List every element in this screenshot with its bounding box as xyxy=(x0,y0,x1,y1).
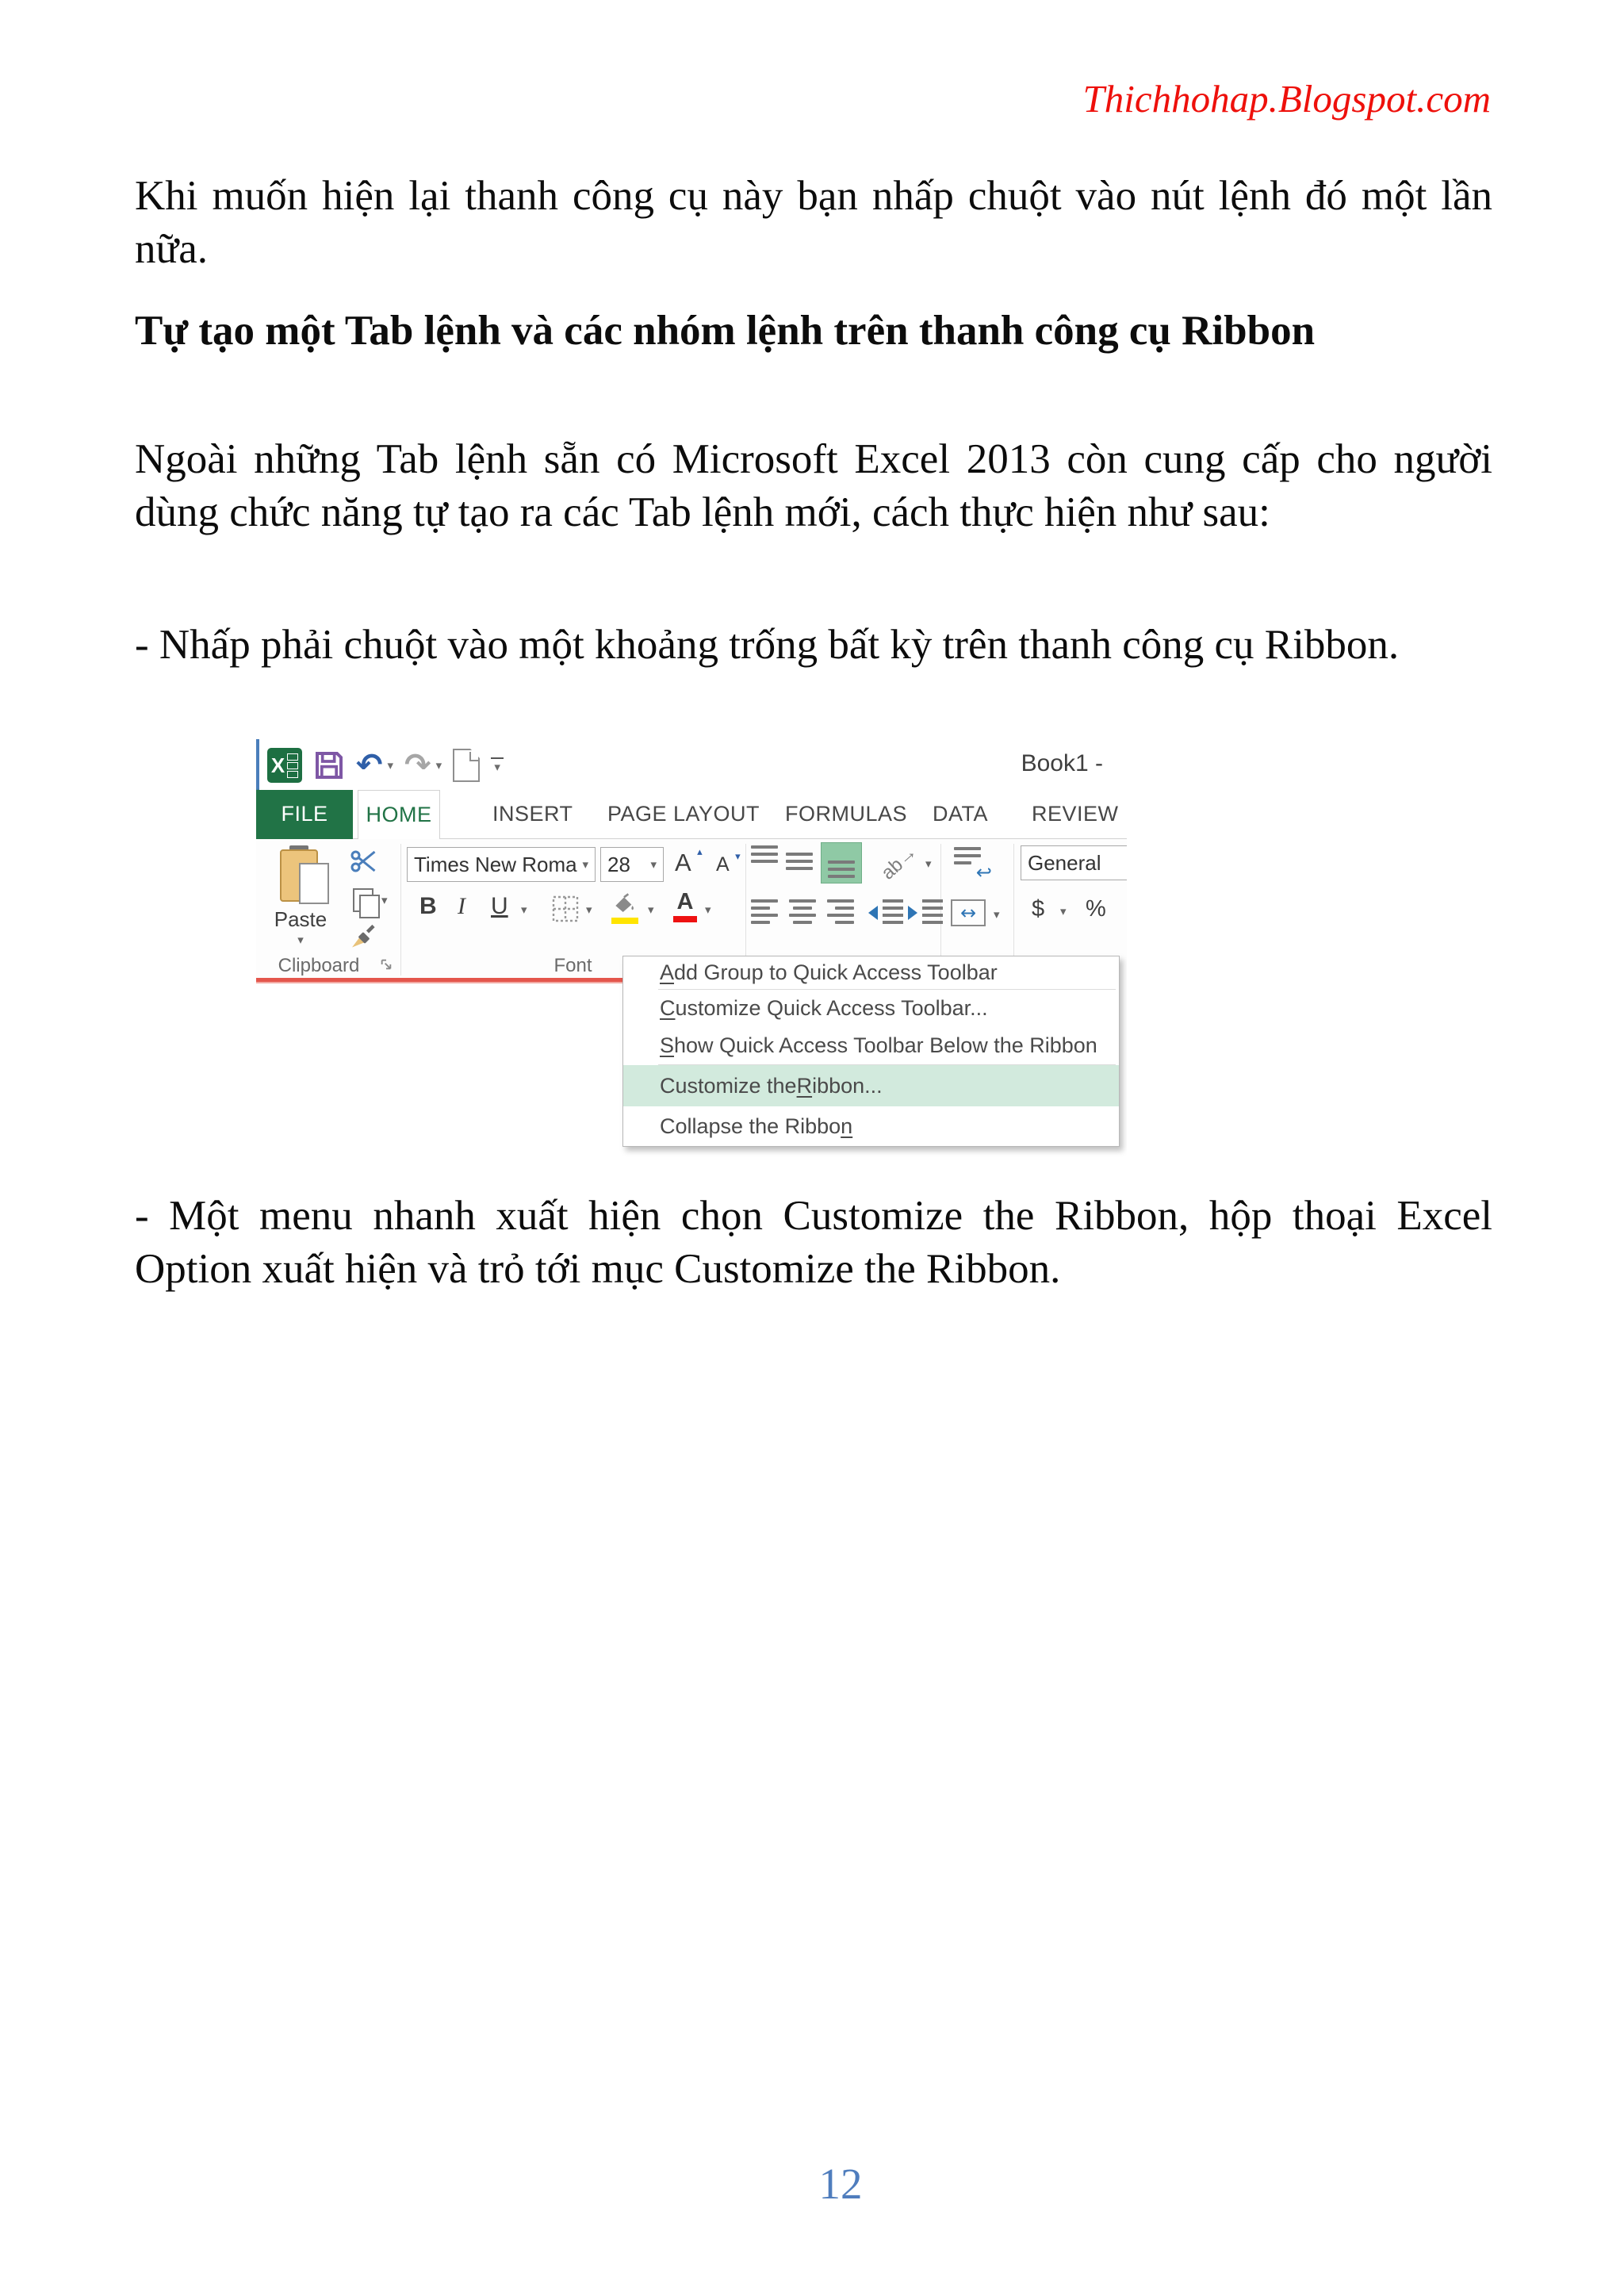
accounting-format-button[interactable]: $ xyxy=(1032,896,1045,922)
paste-button[interactable]: Paste xyxy=(274,907,327,931)
font-color-icon[interactable]: A xyxy=(673,890,697,922)
font-size-dropdown-icon[interactable]: ▾ xyxy=(650,857,657,872)
save-icon[interactable] xyxy=(313,749,345,781)
font-color-dropdown-icon[interactable]: ▾ xyxy=(705,903,711,917)
new-document-icon[interactable] xyxy=(453,749,480,782)
paste-icon[interactable] xyxy=(280,845,331,907)
ribbon-context-menu xyxy=(622,956,1120,1147)
tab-home[interactable]: HOME xyxy=(358,790,440,839)
clipboard-dialog-launcher-icon[interactable] xyxy=(380,958,393,971)
fill-color-icon[interactable] xyxy=(611,893,640,924)
borders-icon[interactable] xyxy=(551,895,580,923)
redo-icon[interactable]: ↷ xyxy=(404,747,431,784)
font-name-combo[interactable]: Times New Roma ▾ xyxy=(407,847,596,882)
orientation-dropdown-icon[interactable]: ▾ xyxy=(925,857,932,871)
ribbon-tab-bar xyxy=(256,790,1127,839)
page-number: 12 xyxy=(818,2160,863,2208)
align-left-icon[interactable] xyxy=(751,899,778,924)
paragraph-step-right-click: - Nhấp phải chuột vào một khoảng trống bất kỳ trên thanh công cụ Ribbon. xyxy=(135,622,1400,668)
undo-icon[interactable]: ↶ xyxy=(356,747,383,784)
paragraph-step-menu: - Một menu nhanh xuất hiện chọn Customize the Ribbon, hộp thoại Excel Option xuất hiện và trỏ tới mục Customize the Ribbon. xyxy=(135,1193,1492,1292)
bottom-align-selected[interactable] xyxy=(821,842,862,884)
tab-formulas[interactable]: FORMULAS xyxy=(785,802,908,826)
copy-dropdown-icon[interactable]: ▾ xyxy=(381,894,388,907)
tab-review[interactable]: REVIEW xyxy=(1032,802,1119,826)
grow-font-button[interactable]: A ▴ xyxy=(675,845,703,876)
tab-data[interactable]: DATA xyxy=(933,802,989,826)
menu-item-add-group-to-quick-access-toolbar[interactable]: A dd Group to Quick Access Toolbar xyxy=(660,960,998,984)
shrink-font-button[interactable]: A ▾ xyxy=(716,850,741,876)
undo-dropdown-icon[interactable]: ▾ xyxy=(387,759,394,772)
copy-icon[interactable] xyxy=(353,888,373,912)
fill-color-dropdown-icon[interactable]: ▾ xyxy=(648,903,654,917)
excel-screenshot xyxy=(256,738,1127,1170)
window-title: Book1 - xyxy=(1021,750,1103,776)
middle-align-icon[interactable] xyxy=(786,845,813,877)
redo-dropdown-icon[interactable]: ▾ xyxy=(435,759,442,772)
top-align-icon[interactable] xyxy=(751,845,778,877)
shrink-font-arrow-icon: ▾ xyxy=(735,850,741,862)
wrap-text-icon[interactable]: ↩ xyxy=(954,847,989,879)
excel-logo-icon[interactable]: X xyxy=(267,748,302,783)
bold-button[interactable]: B xyxy=(419,893,437,919)
font-size-combo[interactable]: 28 ▾ xyxy=(600,847,664,882)
tab-file[interactable]: FILE xyxy=(256,790,353,839)
tab-insert[interactable]: INSERT xyxy=(492,802,573,826)
orientation-icon[interactable]: ab→ xyxy=(877,841,921,884)
merge-center-icon[interactable]: ↔ xyxy=(951,899,986,926)
section-heading: Tự tạo một Tab lệnh và các nhóm lệnh trên thanh công cụ Ribbon xyxy=(135,308,1316,354)
underline-dropdown-icon[interactable]: ▾ xyxy=(521,903,527,917)
paragraph-intro: Ngoài những Tab lệnh sẵn có Microsoft Excel 2013 còn cung cấp cho người dùng chức năng tự tạo ra các Tab lệnh mới, cách thực hiện như sau: xyxy=(135,436,1492,535)
percent-format-button[interactable]: % xyxy=(1086,896,1106,922)
decrease-indent-icon[interactable] xyxy=(868,899,903,928)
paragraph-show-toolbar: Khi muốn hiện lại thanh công cụ này bạn nhấp chuột vào nút lệnh đó một lần nữa. xyxy=(135,173,1492,272)
underline-button[interactable]: U xyxy=(491,893,508,919)
menu-item-collapse-the-ribbon[interactable]: Collapse the Ribbo n xyxy=(660,1114,853,1138)
bottom-align-icon xyxy=(828,861,855,878)
merge-center-dropdown-icon[interactable]: ▾ xyxy=(994,908,1000,922)
font-group-label: Font xyxy=(553,955,592,976)
number-format-combo[interactable]: General xyxy=(1021,845,1127,880)
menu-item-show-quick-access-toolbar-below-the-ribbon[interactable]: S how Quick Access Toolbar Below the Ribbon xyxy=(660,1033,1097,1057)
clipboard-group-label: Clipboard xyxy=(278,955,360,976)
font-name-dropdown-icon[interactable]: ▾ xyxy=(582,857,588,872)
accounting-dropdown-icon[interactable]: ▾ xyxy=(1060,905,1067,918)
grow-font-arrow-icon: ▴ xyxy=(697,845,703,857)
menu-item-customize-the-ribbon[interactable]: Customize the R ibbon... xyxy=(623,1065,1119,1106)
site-link[interactable]: Thichhohap.Blogspot.com xyxy=(1082,77,1491,121)
align-center-icon[interactable] xyxy=(789,899,816,924)
quick-access-toolbar xyxy=(267,742,504,788)
customize-qat-icon[interactable]: ▾ xyxy=(491,757,504,774)
italic-button[interactable]: I xyxy=(458,893,465,919)
increase-indent-icon[interactable] xyxy=(908,899,943,928)
align-right-icon[interactable] xyxy=(827,899,854,924)
tab-page-layout[interactable]: PAGE LAYOUT xyxy=(607,802,760,826)
paste-dropdown-icon[interactable]: ▾ xyxy=(297,933,304,947)
cut-icon[interactable] xyxy=(350,847,378,876)
menu-item-customize-quick-access-toolbar[interactable]: C ustomize Quick Access Toolbar... xyxy=(660,996,988,1020)
borders-dropdown-icon[interactable]: ▾ xyxy=(586,903,592,917)
format-painter-icon[interactable] xyxy=(350,923,378,950)
red-annotation-line xyxy=(256,978,623,983)
